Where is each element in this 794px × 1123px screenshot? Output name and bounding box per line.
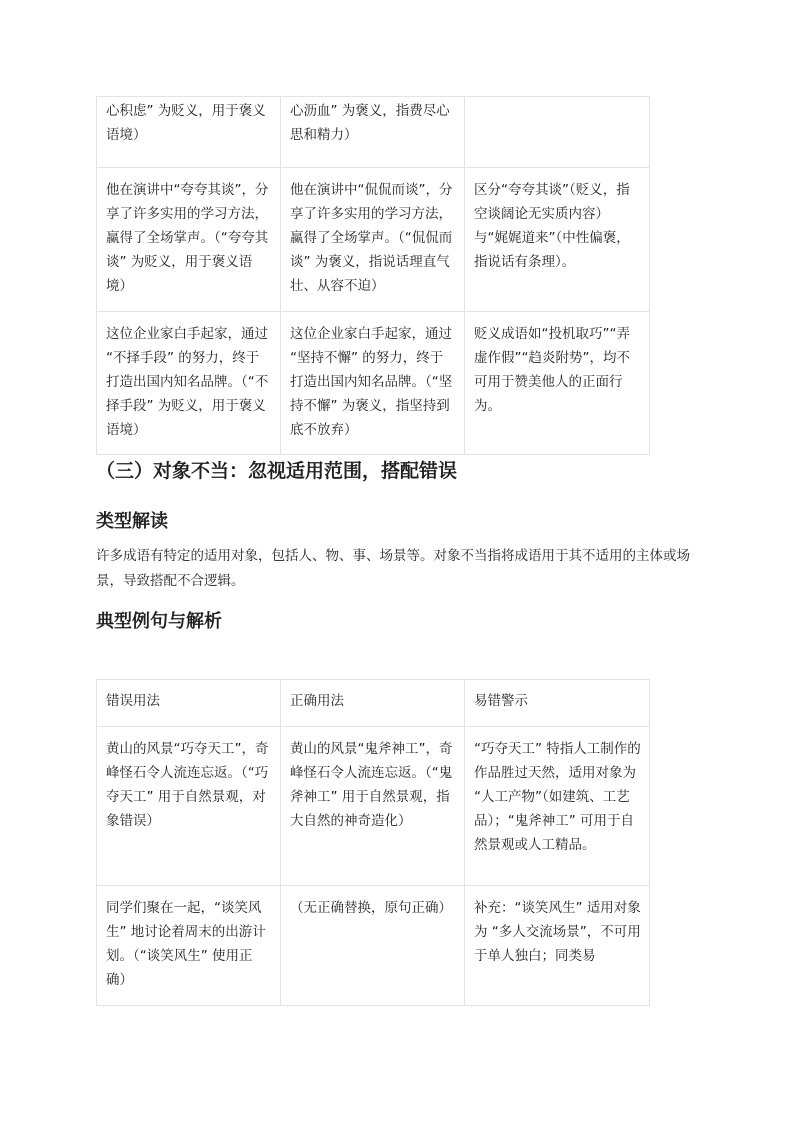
table-row [97,886,650,1006]
table-cell-note [465,97,650,168]
table-cell-wrong: 黄山的风景“巧夺天工”，奇峰怪石令人流连忘返。（“巧夺天工” 用于自然景观，对象错误） [97,727,281,886]
table-cell-wrong: 他在演讲中“夸夸其谈”，分享了许多实用的学习方法，赢得了全场掌声。（“夸夸其谈” 为贬义，用于褒义语境） [97,168,281,312]
table-cell-note: 补充：“谈笑风生” 适用对象为 “多人交流场景”，不可用于单人独白；同类易 [465,886,650,1006]
examples-heading: 典型例句与解析 [96,611,222,632]
table-cell-note: “巧夺天工” 特指人工制作的作品胜过天然，适用对象为 “人工产物”（如建筑、工艺品）；“鬼斧神工” 可用于自然景观或人工精品。 [465,727,650,886]
table-header-cell: 正确用法 [281,680,465,727]
table-cell-note: 贬义成语如“投机取巧”“弄虚作假”“趋炎附势”，均不可用于赞美他人的正面行为。 [465,312,650,455]
table-row [97,312,650,455]
table-header-row [97,680,650,727]
section-title: （三）对象不当：忽视适用范围，搭配错误 [96,460,458,482]
table-cell-correct: （无正确替换，原句正确） [281,886,465,1006]
table-cell-correct: 黄山的风景“鬼斧神工”，奇峰怪石令人流连忘返。（“鬼斧神工” 用于自然景观，指大自然的神奇造化） [281,727,465,886]
table-row [97,97,650,168]
table-cell-wrong: 心积虑” 为贬义，用于褒义语境） [97,97,281,168]
table-row [97,727,650,886]
table-cell-correct: 心沥血” 为褒义，指费尽心思和精力） [281,97,465,168]
table-row [97,168,650,312]
type-paragraph: 许多成语有特定的适用对象，包括人、物、事、场景等。对象不当指将成语用于其不适用的主体或场景，导致搭配不合逻辑。 [96,548,690,589]
comparison-table-bottom [96,679,650,1006]
table-cell-note: 区分“夸夸其谈”（贬义，指空谈阔论无实质内容）与“娓娓道来”（中性偏褒，指说话有条理）。 [465,168,650,312]
table-cell-correct: 这位企业家白手起家，通过 “坚持不懈” 的努力，终于打造出国内知名品牌。（“坚持不懈” 为褒义，指坚持到底不放弃） [281,312,465,455]
table-header-cell: 易错警示 [465,680,650,727]
table-cell-correct: 他在演讲中“侃侃而谈”，分享了许多实用的学习方法，赢得了全场掌声。（“侃侃而谈” 为褒义，指说话理直气壮、从容不迫） [281,168,465,312]
comparison-table-top [96,96,650,455]
type-heading: 类型解读 [96,511,168,532]
table-cell-wrong: 这位企业家白手起家，通过 “不择手段” 的努力，终于打造出国内知名品牌。（“不择手段” 为贬义，用于褒义语境） [97,312,281,455]
table-header-cell: 错误用法 [97,680,281,727]
table-cell-wrong: 同学们聚在一起，“谈笑风生” 地讨论着周末的出游计划。（“谈笑风生” 使用正确） [97,886,281,1006]
